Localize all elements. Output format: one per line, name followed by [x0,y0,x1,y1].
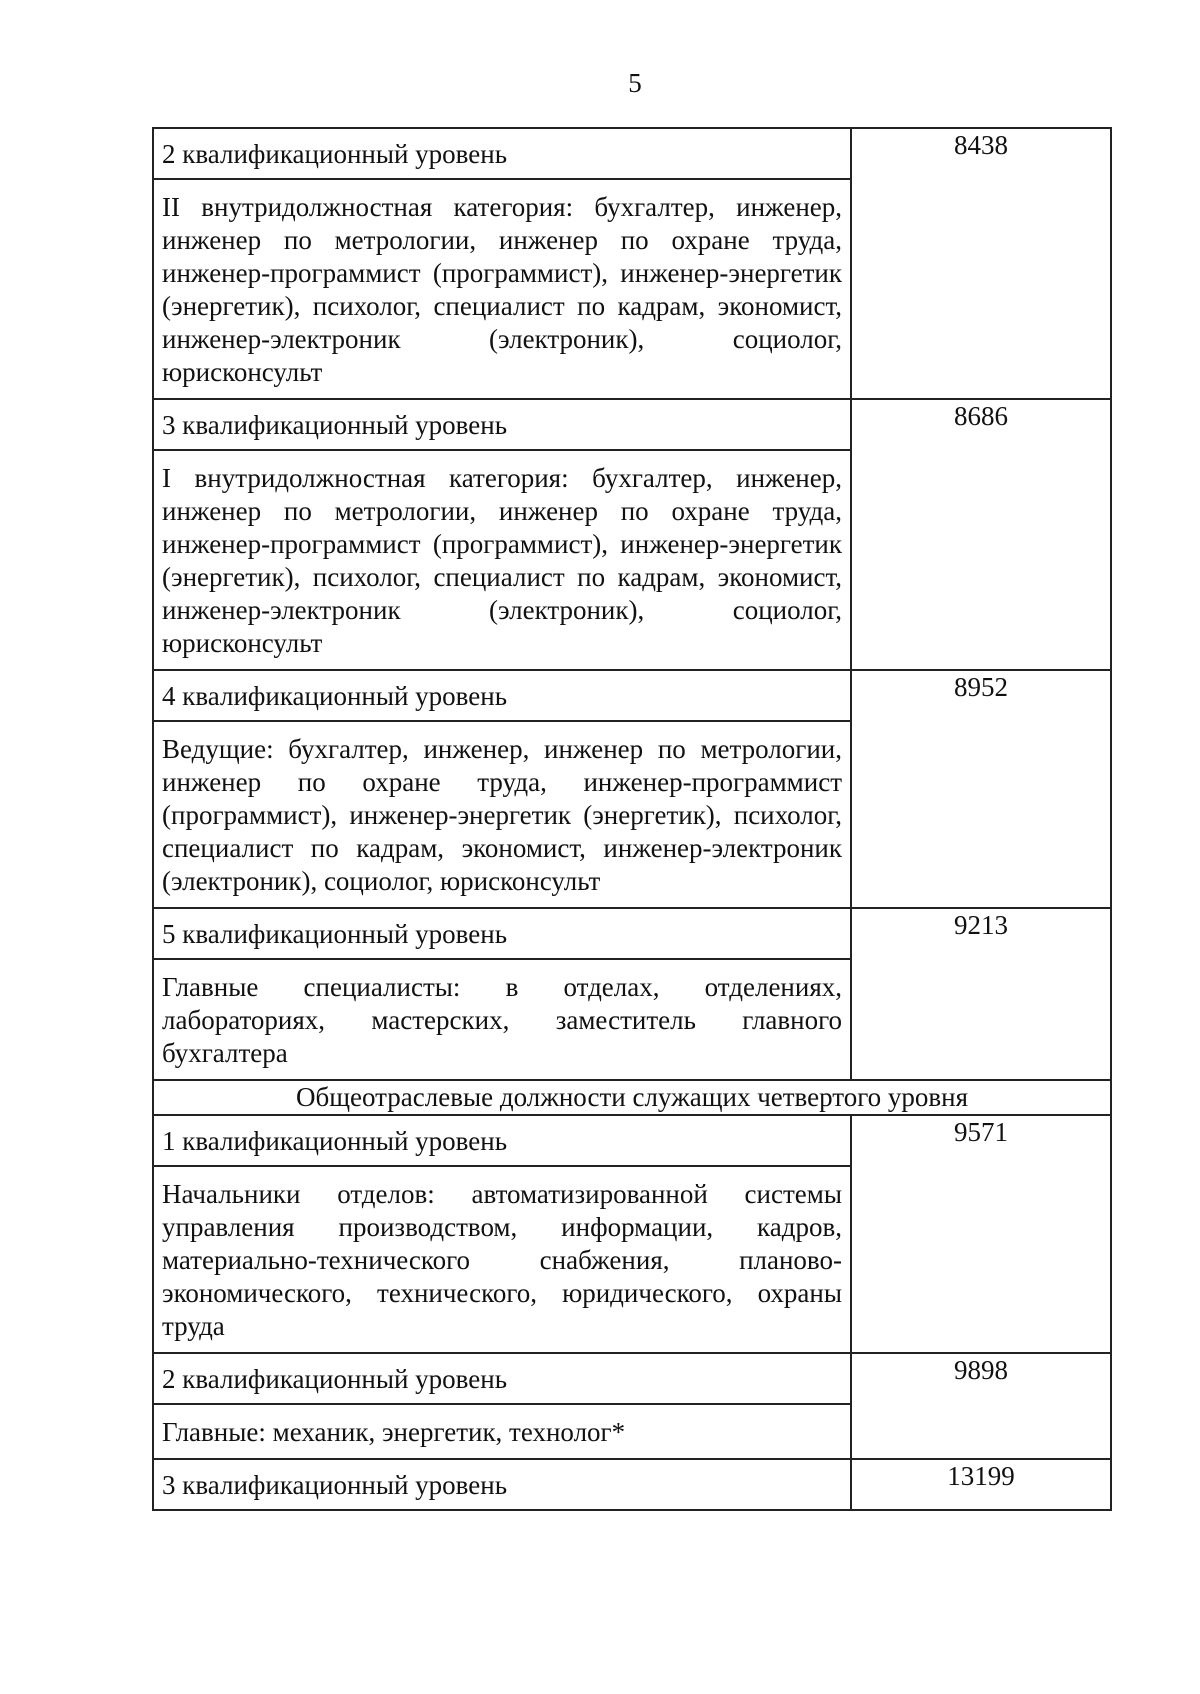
section-heading: Общеотраслевые должности служащих четвертого уровня [153,1080,1111,1115]
page-number: 5 [628,68,642,98]
level-description: Начальники отделов: автоматизированной системы управления производством, информации, кадров, материально-технического снабжения, планово-экономического, технического, юридического, охраны труда [154,1165,850,1352]
level-title: 5 квалификационный уровень [162,919,508,949]
level-description: II внутридолжностная категория: бухгалтер, инженер, инженер по метрологии, инженер по охране труда, инженер-программист (программист), инженер-энергетик (энергетик), психолог, специалист по кадрам, экономист, инженер-электроник (электроник), социолог, юрисконсульт [154,178,850,398]
level-description: Главные специалисты: в отделах, отделениях, лабораториях, мастерских, заместитель главного бухгалтера [154,958,850,1079]
level-cell [153,1459,851,1510]
level-description: Ведущие: бухгалтер, инженер, инженер по метрологии, инженер по охране труда, инженер-программист (программист), инженер-энергетик (энергетик), психолог, специалист по кадрам, экономист, инженер-электроник (электроник), социолог, юрисконсульт [154,720,850,907]
table-row [153,1115,1111,1353]
table-row [153,128,1111,399]
level-cell [153,908,851,1080]
level-title: 2 квалификационный уровень [162,1364,508,1394]
table-row [153,1459,1111,1510]
table-row [153,1353,1111,1459]
level-title: 3 квалификационный уровень [162,410,508,440]
section-heading-row [153,1080,1111,1115]
level-title: 3 квалификационный уровень [162,1470,508,1500]
level-cell [153,670,851,908]
level-title: 2 квалификационный уровень [162,139,508,169]
salary-value: 13199 [851,1459,1111,1510]
table-row [153,908,1111,1080]
salary-value: 8952 [851,670,1111,908]
salary-value: 9571 [851,1115,1111,1353]
level-title: 4 квалификационный уровень [162,681,508,711]
salary-value: 9213 [851,908,1111,1080]
level-title: 1 квалификационный уровень [162,1126,508,1156]
level-description: I внутридолжностная категория: бухгалтер, инженер, инженер по метрологии, инженер по охране труда, инженер-программист (программист), инженер-энергетик (энергетик), психолог, специалист по кадрам, экономист, инженер-электроник (электроник), социолог, юрисконсульт [154,449,850,669]
salary-value: 8438 [851,128,1111,399]
salary-value: 9898 [851,1353,1111,1459]
level-cell [153,399,851,670]
level-cell [153,128,851,399]
level-cell [153,1353,851,1459]
table-row [153,399,1111,670]
salary-table [152,127,1112,1511]
table-row [153,670,1111,908]
level-description: Главные: механик, энергетик, технолог* [154,1403,850,1458]
level-cell [153,1115,851,1353]
salary-value: 8686 [851,399,1111,670]
